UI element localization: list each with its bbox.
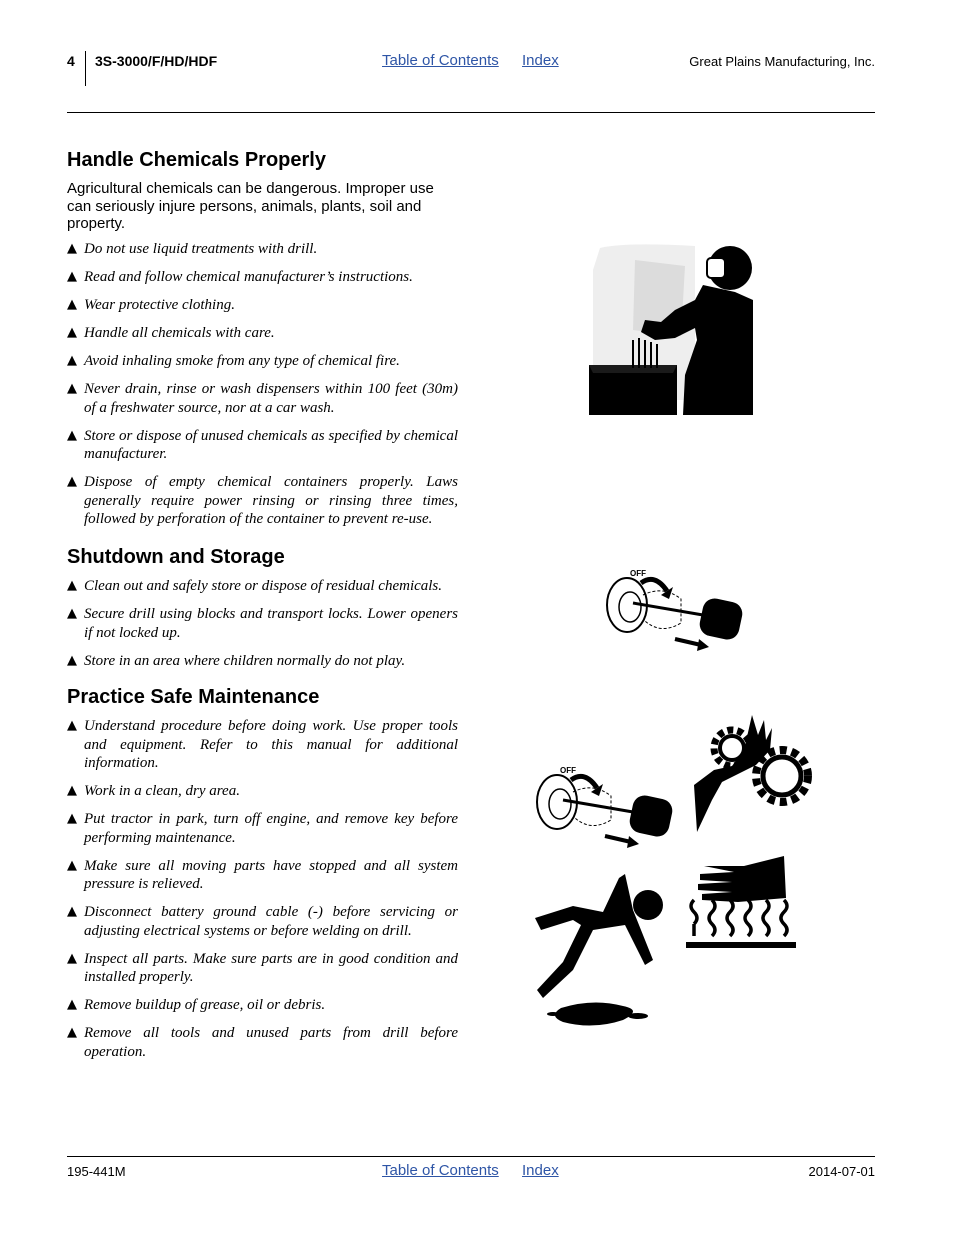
warning-triangle-icon: ▲ [67, 783, 77, 798]
warning-triangle-icon: ▲ [67, 325, 77, 340]
footer-toc-link[interactable]: Table of Contents [382, 1162, 499, 1179]
list-item: ▲ Store or dispose of unused chemicals as specified by chemical manufacturer. [67, 427, 458, 462]
list-item: ▲ Make sure all moving parts have stopped and all system pressure is relieved. [67, 857, 458, 892]
header-rule [67, 112, 875, 113]
list-item: ▲ Never drain, rinse or wash dispensers within 100 feet (30m) of a freshwater source, nor at a car wash. [67, 381, 458, 416]
list-item: ▲ Work in a clean, dry area. [67, 783, 240, 799]
model-name: 3S-3000/F/HD/HDF [95, 53, 218, 69]
bullet-list-shutdown [67, 577, 458, 680]
section-title-shutdown: Shutdown and Storage [67, 546, 285, 568]
warning-triangle-icon: ▲ [67, 578, 77, 593]
footer-rule [67, 1156, 875, 1157]
list-item: ▲ Remove buildup of grease, oil or debris. [67, 997, 326, 1013]
list-item: ▲ Inspect all parts. Make sure parts are in good condition and installed properly. [67, 950, 458, 985]
list-item: ▲ Store in an area where children normally do not play. [67, 652, 406, 669]
warning-triangle-icon: ▲ [67, 269, 77, 284]
key-off-icon [603, 565, 748, 660]
page-number: 4 [67, 53, 75, 69]
list-item: ▲ Avoid inhaling smoke from any type of chemical fire. [67, 353, 400, 369]
list-item: ▲ Do not use liquid treatments with drill. [67, 241, 318, 257]
list-item: ▲ Understand procedure before doing work. Use proper tools and equipment. Refer to this manual for additional information. [67, 718, 458, 771]
warning-triangle-icon: ▲ [67, 950, 77, 966]
hot-surface-icon [684, 852, 798, 952]
warning-triangle-icon: ▲ [67, 381, 77, 396]
document-code: 195-441M [67, 1164, 126, 1179]
svg-text:OFF: OFF [630, 569, 646, 578]
key-off-icon [533, 762, 678, 857]
list-item: ▲ Dispose of empty chemical containers properly. Laws generally require power rinsing or rinsing three times, followed by perforation of the container to prevent re-use. [67, 474, 458, 527]
list-item: ▲ Disconnect battery ground cable (-) before servicing or adjusting electrical systems or before welding on drill. [67, 904, 458, 939]
warning-triangle-icon: ▲ [67, 474, 77, 489]
footer-index-link[interactable]: Index [522, 1162, 559, 1179]
warning-triangle-icon: ▲ [67, 652, 77, 668]
document-date: 2014-07-01 [808, 1164, 875, 1179]
bullet-list-maintenance [67, 717, 458, 1071]
warning-triangle-icon: ▲ [67, 606, 77, 621]
list-item: ▲ Wear protective clothing. [67, 297, 235, 313]
section-intro-chemicals: Agricultural chemicals can be dangerous. Improper use can seriously injure persons, animals, plants, soil and property. [67, 180, 434, 232]
warning-triangle-icon: ▲ [67, 297, 77, 312]
warning-triangle-icon: ▲ [67, 353, 77, 368]
warning-triangle-icon: ▲ [67, 718, 77, 733]
warning-triangle-icon: ▲ [67, 997, 77, 1012]
warning-triangle-icon: ▲ [67, 241, 77, 256]
warning-triangle-icon: ▲ [67, 811, 77, 826]
section-title-chemicals: Handle Chemicals Properly [67, 149, 326, 171]
chemical-protective-clothing-icon [585, 240, 760, 420]
bullet-list-chemicals [67, 240, 458, 538]
list-item: ▲ Handle all chemicals with care. [67, 325, 275, 341]
warning-triangle-icon: ▲ [67, 904, 77, 919]
warning-triangle-icon: ▲ [67, 857, 77, 873]
section-title-maintenance: Practice Safe Maintenance [67, 686, 320, 708]
company-name: Great Plains Manufacturing, Inc. [689, 54, 875, 69]
svg-text:OFF: OFF [560, 766, 576, 775]
list-item: ▲ Secure drill using blocks and transport locks. Lower openers if not locked up. [67, 606, 458, 641]
list-item: ▲ Read and follow chemical manufacturer’s instructions. [67, 269, 413, 285]
header-toc-link[interactable]: Table of Contents [382, 52, 499, 69]
list-item: ▲ Remove all tools and unused parts from drill before operation. [67, 1025, 458, 1060]
warning-triangle-icon: ▲ [67, 1025, 77, 1040]
list-item: ▲ Put tractor in park, turn off engine, and remove key before performing maintenance. [67, 811, 458, 846]
slip-hazard-icon [533, 870, 668, 1030]
gear-entanglement-icon [692, 710, 820, 835]
header-divider [85, 51, 86, 86]
header-index-link[interactable]: Index [522, 52, 559, 69]
warning-triangle-icon: ▲ [67, 427, 77, 443]
list-item: ▲ Clean out and safely store or dispose of residual chemicals. [67, 578, 443, 594]
